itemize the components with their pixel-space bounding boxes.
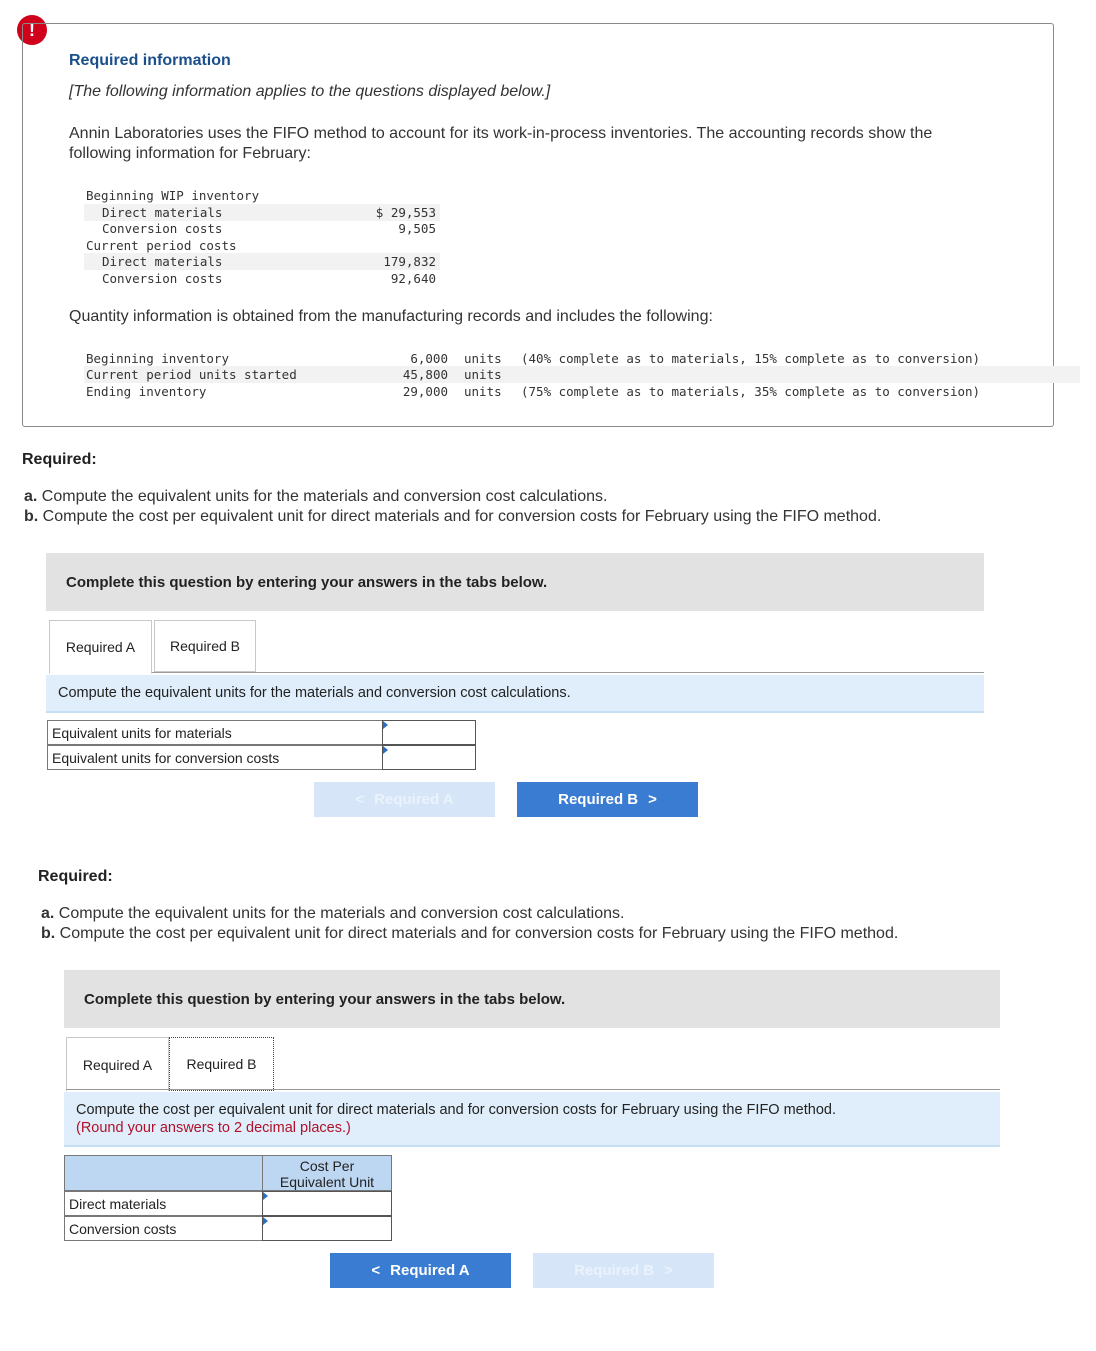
cur-cc-label: Conversion costs (102, 271, 223, 286)
prompt-text: Compute the cost per equivalent unit for direct materials and for conversion costs for February using the FIFO method. (76, 1102, 836, 1118)
current-period-label: Current period costs (86, 238, 237, 253)
qty-row-qty: 45,800 (402, 367, 448, 382)
beginning-wip-label: Beginning WIP inventory (86, 188, 260, 203)
question-prompt (64, 1092, 1000, 1147)
dm-label: Direct materials (102, 205, 223, 220)
qty-row-note: (75% complete as to materials, 35% complete as to conversion) (521, 384, 981, 399)
chevron-right-icon: > (664, 1262, 673, 1279)
cc-value: 9,505 (398, 221, 436, 236)
cur-cc-value: 92,640 (390, 271, 436, 286)
cur-dm-value: 179,832 (383, 254, 436, 269)
required-heading: Required: (22, 451, 97, 468)
tab-required-b[interactable]: Required B (154, 620, 256, 672)
required-heading: Required: (38, 868, 113, 885)
question-a: a. Compute the equivalent units for the materials and conversion cost calculations. (24, 488, 608, 505)
next-required-b-button[interactable]: Required B > (517, 782, 698, 817)
chevron-left-icon: < (371, 1262, 381, 1279)
dm-value: $ 29,553 (375, 205, 436, 220)
alert-icon: ! (17, 15, 47, 45)
row-label-conversion-costs: Conversion costs (64, 1216, 263, 1241)
intro-line-2: following information for February: (69, 145, 311, 162)
rounding-note: (Round your answers to 2 decimal places.) (76, 1120, 351, 1136)
qty-row-label: Beginning inventory (86, 351, 229, 366)
tab-required-a[interactable]: Required A (49, 620, 152, 674)
qty-row-qty: 29,000 (402, 384, 448, 399)
question-prompt: Compute the equivalent units for the materials and conversion cost calculations. (46, 675, 984, 713)
table-header-blank (64, 1155, 263, 1191)
row-label-materials: Equivalent units for materials (47, 720, 383, 745)
intro-line-1: Annin Laboratories uses the FIFO method to account for its work-in-process inventories. The accounting records show the (69, 125, 933, 142)
qty-row-label: Ending inventory (86, 384, 207, 399)
cost-table (84, 186, 440, 286)
tab-required-a[interactable]: Required A (66, 1037, 169, 1091)
qty-row-unit: units (464, 367, 502, 382)
prev-required-a-button[interactable]: < Required A (330, 1253, 511, 1288)
cur-dm-label: Direct materials (102, 254, 223, 269)
question-a: a. Compute the equivalent units for the materials and conversion cost calculations. (41, 905, 625, 922)
row-label-conversion: Equivalent units for conversion costs (47, 745, 383, 770)
question-b: b. Compute the cost per equivalent unit for direct materials and for conversion costs for February using the FIFO method. (24, 508, 882, 525)
direct-materials-cost-input[interactable] (262, 1191, 392, 1216)
info-note: [The following information applies to the questions displayed below.] (69, 83, 551, 100)
materials-equivalent-units-input[interactable] (382, 720, 476, 745)
quantity-table (84, 349, 1080, 401)
cc-label: Conversion costs (102, 221, 223, 236)
qty-row-unit: units (464, 351, 502, 366)
tab-required-b[interactable]: Required B (169, 1037, 274, 1091)
qty-row-note: (40% complete as to materials, 15% complete as to conversion) (521, 351, 981, 366)
required-information-title: Required information (69, 52, 231, 69)
chevron-left-icon: < (355, 791, 365, 808)
conversion-equivalent-units-input[interactable] (382, 745, 476, 770)
chevron-right-icon: > (648, 791, 657, 808)
qty-row-qty: 6,000 (410, 351, 448, 366)
question-b: b. Compute the cost per equivalent unit for direct materials and for conversion costs for February using the FIFO method. (41, 925, 899, 942)
next-required-b-button[interactable]: Required B > (533, 1253, 714, 1288)
quantity-intro: Quantity information is obtained from the manufacturing records and includes the following: (69, 308, 713, 325)
row-label-direct-materials: Direct materials (64, 1191, 263, 1216)
qty-row-label: Current period units started (86, 367, 297, 382)
instruction-banner: Complete this question by entering your answers in the tabs below. (46, 553, 984, 611)
instruction-banner: Complete this question by entering your answers in the tabs below. (64, 970, 1000, 1028)
column-header-cost-per-eu: Cost Per Equivalent Unit (262, 1155, 392, 1191)
conversion-costs-cost-input[interactable] (262, 1216, 392, 1241)
prev-required-a-button[interactable]: < Required A (314, 782, 495, 817)
qty-row-unit: units (464, 384, 502, 399)
